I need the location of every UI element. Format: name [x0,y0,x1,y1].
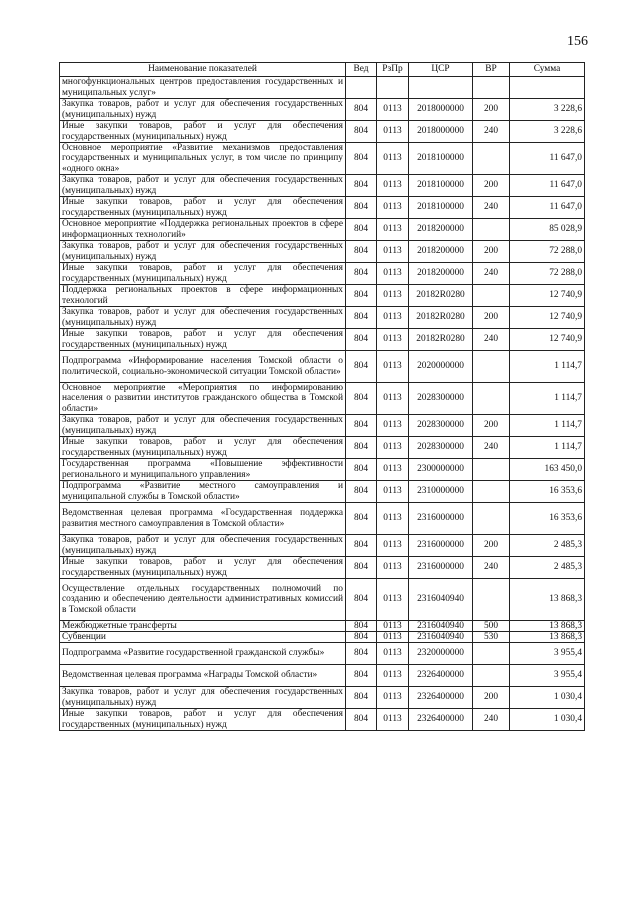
row-vr-cell [473,643,510,665]
row-ved-cell: 804 [346,687,377,709]
row-sum-cell: 2 485,3 [510,535,585,557]
row-csr-cell: 2316000000 [409,557,473,579]
row-vr-cell: 240 [473,263,510,285]
table-row [60,351,585,383]
row-vr-cell: 200 [473,687,510,709]
row-csr-cell: 2310000000 [409,481,473,503]
row-csr-cell: 2018000000 [409,121,473,143]
row-vr-cell [473,143,510,175]
row-name-cell: Подпрограмма «Развитие государственной гражданской службы» [60,643,346,665]
row-ved-cell: 804 [346,415,377,437]
row-name-cell: Иные закупки товаров, работ и услуг для обеспечения государственных (муниципальных) нужд [60,121,346,143]
row-vr-cell [473,77,510,99]
row-sum-cell: 1 114,7 [510,351,585,383]
row-rzpr-cell: 0113 [377,709,409,731]
row-rzpr-cell: 0113 [377,643,409,665]
row-sum-cell: 85 028,9 [510,219,585,241]
row-sum-cell: 72 288,0 [510,263,585,285]
row-csr-cell: 2028300000 [409,383,473,415]
row-csr-cell [409,77,473,99]
row-sum-cell: 1 114,7 [510,415,585,437]
row-ved-cell: 804 [346,285,377,307]
row-sum-cell [510,77,585,99]
row-name-cell: Иные закупки товаров, работ и услуг для обеспечения государственных (муниципальных) нужд [60,557,346,579]
row-name-cell: Иные закупки товаров, работ и услуг для обеспечения государственных (муниципальных) нужд [60,263,346,285]
row-vr-cell [473,579,510,621]
table-row [60,197,585,219]
row-vr-cell: 200 [473,99,510,121]
row-vr-cell: 200 [473,535,510,557]
row-csr-cell: 2316040940 [409,579,473,621]
row-ved-cell: 804 [346,197,377,219]
table-row [60,175,585,197]
row-ved-cell: 804 [346,329,377,351]
row-ved-cell: 804 [346,503,377,535]
table-row [60,557,585,579]
row-rzpr-cell: 0113 [377,665,409,687]
row-name-cell: многофункциональных центров предоставления государственных и муниципальных услуг» [60,77,346,99]
row-sum-cell: 1 030,4 [510,687,585,709]
row-ved-cell: 804 [346,665,377,687]
table-row [60,99,585,121]
row-ved-cell: 804 [346,307,377,329]
row-sum-cell: 13 868,3 [510,579,585,621]
row-sum-cell: 13 868,3 [510,632,585,643]
row-name-cell: Закупка товаров, работ и услуг для обеспечения государственных (муниципальных) нужд [60,99,346,121]
row-rzpr-cell: 0113 [377,219,409,241]
row-name-cell: Иные закупки товаров, работ и услуг для обеспечения государственных (муниципальных) нужд [60,709,346,731]
row-name-cell: Поддержка региональных проектов в сфере информационных технологий [60,285,346,307]
row-ved-cell: 804 [346,351,377,383]
row-csr-cell: 2028300000 [409,415,473,437]
row-name-cell: Межбюджетные трансферты [60,621,346,632]
row-csr-cell: 2018100000 [409,143,473,175]
row-csr-cell: 2326400000 [409,709,473,731]
table-row [60,459,585,481]
table-row [60,219,585,241]
row-vr-cell: 240 [473,121,510,143]
row-csr-cell: 2018200000 [409,263,473,285]
table-row [60,481,585,503]
row-vr-cell [473,383,510,415]
header-rzpr: РзПр [377,63,409,77]
table-row [60,437,585,459]
row-name-cell: Государственная программа «Повышение эффективности регионального и муниципального управления» [60,459,346,481]
row-vr-cell [473,503,510,535]
row-sum-cell: 1 114,7 [510,383,585,415]
row-name-cell: Подпрограмма «Развитие местного самоуправления и муниципальной службы в Томской области» [60,481,346,503]
table-row [60,579,585,621]
row-csr-cell: 2316040940 [409,621,473,632]
table-header-row [60,63,585,77]
row-csr-cell: 20182R0280 [409,329,473,351]
row-csr-cell: 2326400000 [409,687,473,709]
row-name-cell: Иные закупки товаров, работ и услуг для обеспечения государственных (муниципальных) нужд [60,437,346,459]
row-csr-cell: 2320000000 [409,643,473,665]
header-ved: Вед [346,63,377,77]
row-vr-cell [473,351,510,383]
table-row [60,665,585,687]
row-name-cell: Основное мероприятие «Развитие механизмов предоставления государственных и муниципальных услуг, в том числе по принципу «одного окна» [60,143,346,175]
row-name-cell: Закупка товаров, работ и услуг для обеспечения государственных (муниципальных) нужд [60,415,346,437]
row-vr-cell [473,219,510,241]
row-vr-cell [473,665,510,687]
row-name-cell: Основное мероприятие «Мероприятия по информированию населения о развитии институтов гражданского общества в Томской области» [60,383,346,415]
row-ved-cell: 804 [346,175,377,197]
row-rzpr-cell: 0113 [377,99,409,121]
row-csr-cell: 2018100000 [409,175,473,197]
row-rzpr-cell: 0113 [377,579,409,621]
row-rzpr-cell: 0113 [377,285,409,307]
row-ved-cell: 804 [346,241,377,263]
row-ved-cell: 804 [346,535,377,557]
table-row [60,263,585,285]
row-sum-cell: 13 868,3 [510,621,585,632]
row-ved-cell [346,77,377,99]
row-name-cell: Ведомственная целевая программа «Государственная поддержка развития местного самоуправления в Томской области» [60,503,346,535]
row-rzpr-cell: 0113 [377,351,409,383]
row-ved-cell: 804 [346,481,377,503]
row-name-cell: Ведомственная целевая программа «Награды Томской области» [60,665,346,687]
table-row [60,709,585,731]
row-rzpr-cell: 0113 [377,415,409,437]
row-sum-cell: 11 647,0 [510,175,585,197]
row-ved-cell: 804 [346,557,377,579]
row-csr-cell: 2316000000 [409,503,473,535]
row-vr-cell [473,459,510,481]
row-vr-cell: 200 [473,307,510,329]
row-vr-cell: 200 [473,241,510,263]
row-rzpr-cell: 0113 [377,307,409,329]
row-csr-cell: 2020000000 [409,351,473,383]
row-rzpr-cell: 0113 [377,263,409,285]
row-sum-cell: 72 288,0 [510,241,585,263]
row-ved-cell: 804 [346,99,377,121]
header-name: Наименование показателей [60,63,346,77]
row-name-cell: Закупка товаров, работ и услуг для обеспечения государственных (муниципальных) нужд [60,535,346,557]
row-rzpr-cell: 0113 [377,197,409,219]
table-row [60,632,585,643]
row-csr-cell: 2316000000 [409,535,473,557]
row-sum-cell: 11 647,0 [510,143,585,175]
row-rzpr-cell: 0113 [377,535,409,557]
row-name-cell: Иные закупки товаров, работ и услуг для обеспечения государственных (муниципальных) нужд [60,329,346,351]
row-sum-cell: 16 353,6 [510,503,585,535]
row-sum-cell: 1 030,4 [510,709,585,731]
row-csr-cell: 2018200000 [409,219,473,241]
row-name-cell: Субвенции [60,632,346,643]
row-name-cell: Закупка товаров, работ и услуг для обеспечения государственных (муниципальных) нужд [60,241,346,263]
table-row [60,121,585,143]
row-name-cell: Иные закупки товаров, работ и услуг для обеспечения государственных (муниципальных) нужд [60,197,346,219]
row-csr-cell: 2018000000 [409,99,473,121]
row-name-cell: Основное мероприятие «Поддержка региональных проектов в сфере информационных технологий» [60,219,346,241]
row-sum-cell: 12 740,9 [510,329,585,351]
row-sum-cell: 163 450,0 [510,459,585,481]
row-sum-cell: 16 353,6 [510,481,585,503]
row-rzpr-cell: 0113 [377,459,409,481]
row-vr-cell: 240 [473,437,510,459]
row-rzpr-cell: 0113 [377,503,409,535]
row-vr-cell: 240 [473,197,510,219]
row-vr-cell: 200 [473,175,510,197]
row-name-cell: Закупка товаров, работ и услуг для обеспечения государственных (муниципальных) нужд [60,687,346,709]
row-name-cell: Закупка товаров, работ и услуг для обеспечения государственных (муниципальных) нужд [60,175,346,197]
row-rzpr-cell [377,77,409,99]
table-row [60,77,585,99]
row-vr-cell: 240 [473,709,510,731]
row-csr-cell: 2300000000 [409,459,473,481]
row-vr-cell: 240 [473,329,510,351]
row-rzpr-cell: 0113 [377,687,409,709]
table-row [60,329,585,351]
row-ved-cell: 804 [346,709,377,731]
table-row [60,383,585,415]
header-sum: Сумма [510,63,585,77]
table-row [60,307,585,329]
header-csr: ЦСР [409,63,473,77]
table-row [60,285,585,307]
table-row [60,621,585,632]
row-rzpr-cell: 0113 [377,437,409,459]
row-ved-cell: 804 [346,263,377,285]
row-sum-cell: 12 740,9 [510,307,585,329]
header-vr: ВР [473,63,510,77]
row-sum-cell: 3 955,4 [510,643,585,665]
table-row [60,241,585,263]
row-ved-cell: 804 [346,579,377,621]
row-sum-cell: 12 740,9 [510,285,585,307]
row-sum-cell: 3 955,4 [510,665,585,687]
table-row [60,535,585,557]
row-sum-cell: 2 485,3 [510,557,585,579]
row-sum-cell: 3 228,6 [510,121,585,143]
row-vr-cell [473,285,510,307]
row-ved-cell: 804 [346,383,377,415]
row-ved-cell: 804 [346,643,377,665]
row-ved-cell: 804 [346,143,377,175]
row-ved-cell: 804 [346,459,377,481]
row-ved-cell: 804 [346,121,377,143]
row-rzpr-cell: 0113 [377,329,409,351]
row-rzpr-cell: 0113 [377,143,409,175]
row-rzpr-cell: 0113 [377,557,409,579]
row-csr-cell: 2018100000 [409,197,473,219]
table-row [60,143,585,175]
row-rzpr-cell: 0113 [377,383,409,415]
table-row [60,503,585,535]
row-ved-cell: 804 [346,437,377,459]
table-row [60,643,585,665]
row-csr-cell: 20182R0280 [409,307,473,329]
row-sum-cell: 11 647,0 [510,197,585,219]
table-row [60,687,585,709]
row-rzpr-cell: 0113 [377,121,409,143]
budget-table [59,62,585,731]
row-csr-cell: 20182R0280 [409,285,473,307]
row-vr-cell: 240 [473,557,510,579]
row-rzpr-cell: 0113 [377,481,409,503]
row-csr-cell: 2326400000 [409,665,473,687]
row-ved-cell: 804 [346,219,377,241]
row-ved-cell: 804 [346,632,377,643]
row-rzpr-cell: 0113 [377,621,409,632]
row-rzpr-cell: 0113 [377,632,409,643]
row-vr-cell: 530 [473,632,510,643]
row-vr-cell: 200 [473,415,510,437]
row-name-cell: Подпрограмма «Информирование населения Томской области о политической, социально-экономической ситуации Томской области» [60,351,346,383]
row-rzpr-cell: 0113 [377,241,409,263]
row-name-cell: Закупка товаров, работ и услуг для обеспечения государственных (муниципальных) нужд [60,307,346,329]
row-vr-cell: 500 [473,621,510,632]
row-sum-cell: 3 228,6 [510,99,585,121]
row-rzpr-cell: 0113 [377,175,409,197]
table-row [60,415,585,437]
row-ved-cell: 804 [346,621,377,632]
row-vr-cell [473,481,510,503]
row-name-cell: Осуществление отдельных государственных полномочий по созданию и обеспечению деятельности административных комиссий в Томской области [60,579,346,621]
row-csr-cell: 2316040940 [409,632,473,643]
page-number: 156 [567,34,588,49]
row-sum-cell: 1 114,7 [510,437,585,459]
row-csr-cell: 2018200000 [409,241,473,263]
row-csr-cell: 2028300000 [409,437,473,459]
